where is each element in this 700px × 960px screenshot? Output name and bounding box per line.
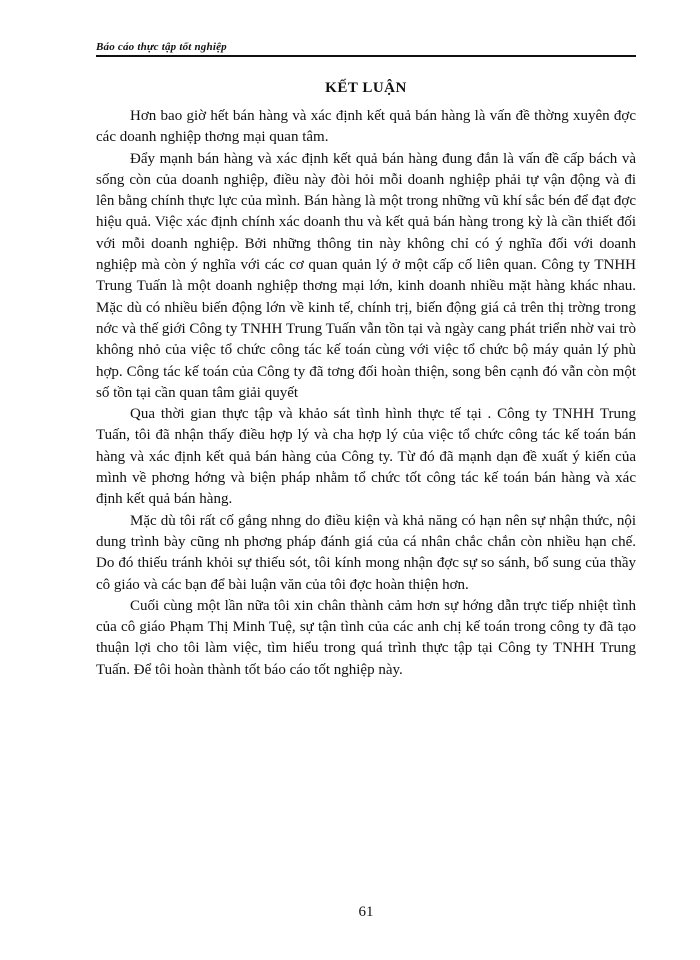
header-title: Báo cáo thực tập tốt nghiệp	[96, 41, 227, 53]
body-text	[96, 106, 636, 681]
paragraph-5: Cuối cùng một lần nữa tôi xin chân thành cảm hơn sự hớng dẫn trực tiếp nhiệt tình của cô giáo Phạm Thị Minh Tuệ, sự tận tình của các anh chị kế toán trong công ty đã tạo thuận lợi cho tôi làm việc, tìm hiểu trong quá trình thực tập tại Công ty TNHH Trung Tuấn. Để tôi hoàn thành tốt báo cáo tốt nghiệp này.	[96, 597, 636, 678]
page-header	[96, 40, 636, 60]
page-number: 61	[358, 904, 374, 920]
paragraph-2: Đẩy mạnh bán hàng và xác định kết quả bán hàng đung đắn là vấn đề cấp bách và sống còn của doanh nghiệp, điều này đòi hỏi mỗi doanh nghiệp phải tự vận động và đi lên bằng chính thực lực của mình. Bán hàng là một trong những vũ khí sắc bén để đạt đợc hiệu quả. Việc xác định chính xác doanh thu và kết quả bán hàng trong kỳ là cần thiết đối với mỗi doanh nghiệp. Bởi những thông tin này không chỉ có ý nghĩa đối với doanh nghiệp mà còn ý nghĩa với các cơ quan quản lý ở một cấp cố liên quan. Công ty TNHH Trung Tuấn là một doanh nghiệp thơng mại lớn, kinh doanh nhiều mặt hàng khác nhau. Mặc dù có nhiều biến động lớn về kinh tế, chính trị, biến động giá cả trên thị trờng trong nớc và thế giới Công ty TNHH Trung Tuấn vẫn tồn tại và ngày cang phát triển nhờ vai trò không nhỏ của việc tổ chức công tác kế toán cùng với việc tổ chức bộ máy quản lý phù hợp. Công tác kế toán của Công ty đã tơng đối hoàn thiện, song bên cạnh đó vẫn còn một số tồn tại cần quan tâm giải quyết	[96, 150, 636, 401]
paragraph-1: Hơn bao giờ hết bán hàng và xác định kết quả bán hàng là vấn đề thờng xuyên đợc các doanh nghiệp thơng mại quan tâm.	[96, 108, 636, 146]
page-title: KẾT LUẬN	[325, 80, 407, 96]
paragraph-3: Qua thời gian thực tập và khảo sát tình hình thực tế tại . Công ty TNHH Trung Tuấn, tôi đã nhận thấy điều hợp lý và cha hợp lý của việc tổ chức công tác kế toán bán hàng và xác định kết quả bán hàng của Công ty. Từ đó đã mạnh dạn đề xuất ý kiến của mình về phơng hớng và biện pháp nhằm tổ chức tốt công tác kế toán bán hàng và xác định kết quả bán hàng.	[96, 406, 636, 508]
paragraph-4: Mặc dù tôi rất cố gắng nhng do điều kiện và khả năng có hạn nên sự nhận thức, nội dung trình bày cũng nh phơng pháp đánh giá của cá nhân chắc chắn còn nhiều hạn chế. Do đó thiếu tránh khỏi sự thiếu sót, tôi kính mong nhận đợc sự so sánh, bổ sung của thầy cô giáo và các bạn để bài luận văn của tôi đợc hoàn thiện hơn.	[96, 512, 636, 593]
header-divider	[96, 55, 636, 57]
